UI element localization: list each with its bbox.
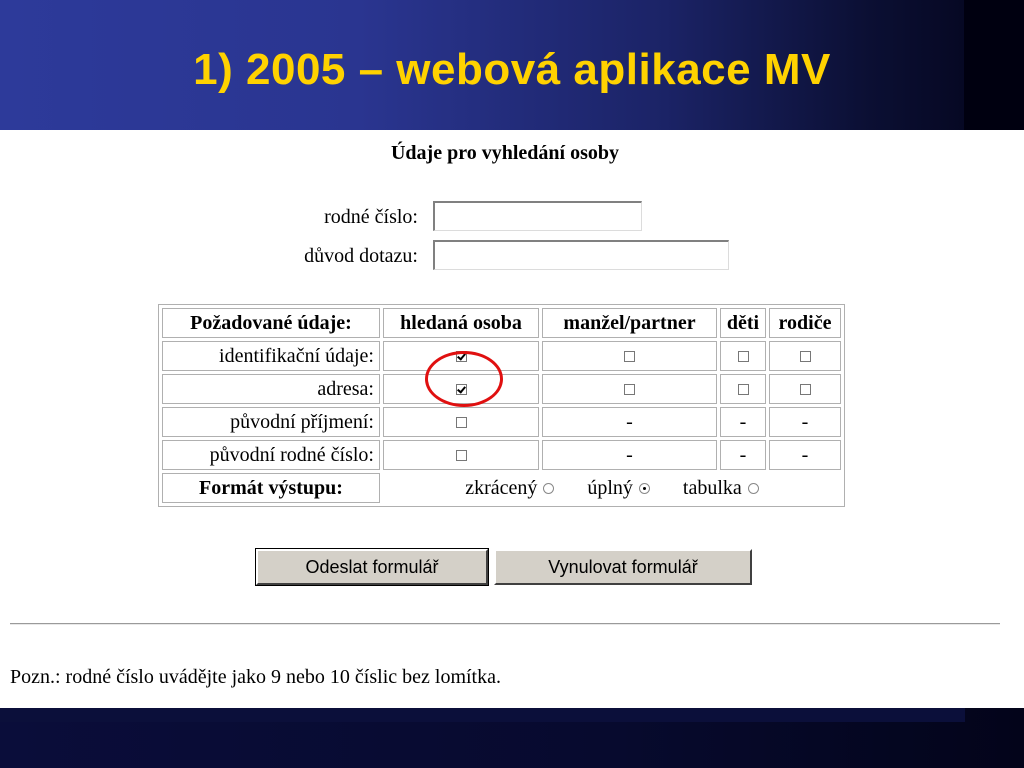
- header-children: děti: [720, 308, 766, 338]
- dash-cell: -: [542, 440, 717, 470]
- footer-strip: [0, 708, 965, 722]
- dash-cell: -: [769, 407, 841, 437]
- format-options: [383, 473, 841, 503]
- table-row: [162, 440, 841, 470]
- dash-cell: -: [720, 407, 766, 437]
- submit-form-button[interactable]: Odeslat formulář: [256, 549, 488, 585]
- checkbox[interactable]: [800, 384, 811, 395]
- checkbox[interactable]: [738, 351, 749, 362]
- row-label: původní rodné číslo:: [162, 440, 380, 470]
- highlight-circle: [425, 351, 503, 407]
- query-reason-label: důvod dotazu:: [304, 245, 418, 267]
- format-option-full[interactable]: [587, 477, 650, 500]
- format-option-label: tabulka: [682, 476, 742, 499]
- format-row: [162, 473, 841, 503]
- query-reason-input[interactable]: [433, 240, 729, 270]
- checkbox-cell: [542, 341, 717, 371]
- row-label: původní příjmení:: [162, 407, 380, 437]
- header-searched-person: hledaná osoba: [383, 308, 539, 338]
- reset-form-button[interactable]: Vynulovat formulář: [494, 549, 752, 585]
- output-format-label: Formát výstupu:: [162, 473, 380, 503]
- checkbox[interactable]: [738, 384, 749, 395]
- slide-title: 1) 2005 – webová aplikace MV: [193, 45, 831, 94]
- birth-number-label: rodné číslo:: [324, 206, 418, 228]
- requested-data-table: [158, 304, 845, 507]
- form-heading: Údaje pro vyhledání osoby: [390, 142, 619, 164]
- table-row: [162, 341, 841, 371]
- checkbox-cell: [383, 407, 539, 437]
- checkbox-cell: [769, 374, 841, 404]
- format-option-table[interactable]: [683, 477, 759, 500]
- checkbox-cell: [383, 440, 539, 470]
- radio-table[interactable]: [748, 483, 759, 494]
- radio-short[interactable]: [543, 483, 554, 494]
- header-requested-data: Požadované údaje:: [162, 308, 380, 338]
- birth-number-input[interactable]: [433, 201, 642, 231]
- checkbox[interactable]: [456, 417, 467, 428]
- row-label: adresa:: [162, 374, 380, 404]
- format-option-label: úplný: [587, 476, 633, 499]
- format-option-label: zkrácený: [465, 476, 538, 499]
- dash-cell: -: [542, 407, 717, 437]
- header-parents: rodiče: [769, 308, 841, 338]
- dash-cell: -: [720, 440, 766, 470]
- radio-full[interactable]: [639, 483, 650, 494]
- footnote: Pozn.: rodné číslo uvádějte jako 9 nebo 10 číslic bez lomítka.: [10, 666, 501, 688]
- row-label: identifikační údaje:: [162, 341, 380, 371]
- table-row: [162, 407, 841, 437]
- divider: [10, 623, 1000, 625]
- checkbox[interactable]: [800, 351, 811, 362]
- checkbox[interactable]: [624, 384, 635, 395]
- dash-cell: -: [769, 440, 841, 470]
- checkbox[interactable]: [456, 450, 467, 461]
- header-spouse-partner: manžel/partner: [542, 308, 717, 338]
- checkbox[interactable]: [624, 351, 635, 362]
- checkbox-cell: [720, 374, 766, 404]
- table-header-row: [162, 308, 841, 338]
- checkbox-cell: [542, 374, 717, 404]
- checkbox-cell: [720, 341, 766, 371]
- format-option-short[interactable]: [465, 477, 554, 500]
- checkbox-cell: [769, 341, 841, 371]
